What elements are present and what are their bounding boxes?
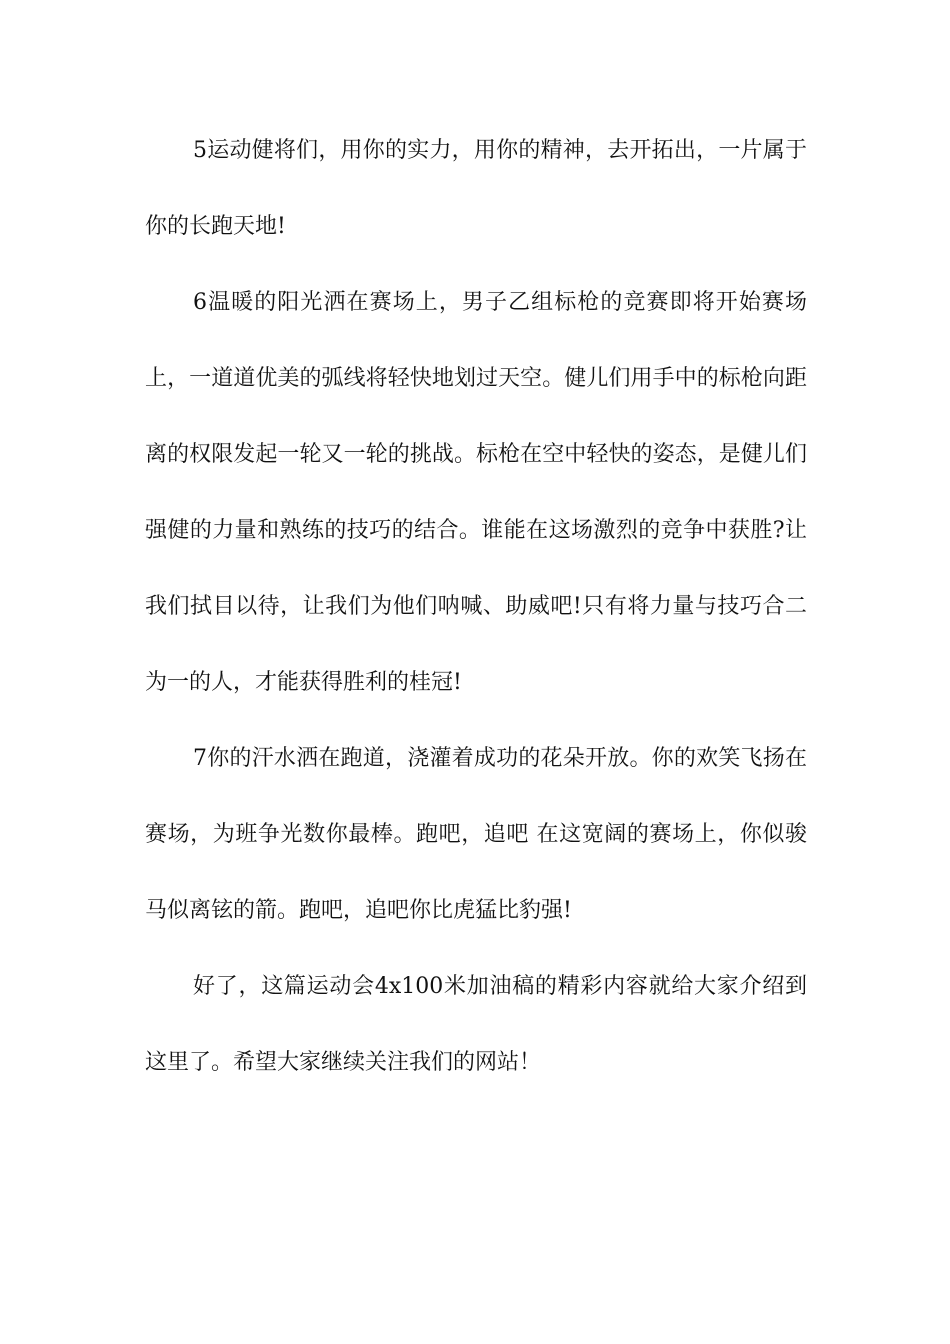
paragraph-closing: 好了，这篇运动会4x100米加油稿的精彩内容就给大家介绍到这里了。希望大家继续关注我们的网站！ xyxy=(145,974,807,1075)
paragraph-6: 6温暖的阳光洒在赛场上，男子乙组标枪的竞赛即将开始赛场上，一道道优美的弧线将轻快地划过天空。健儿们用手中的标枪向距离的权限发起一轮又一轮的挑战。标枪在空中轻快的姿态，是健儿们强健的力量和熟练的技巧的结合。谁能在这场激烈的竞争中获胜?让我们拭目以待，让我们为他们呐喊、助威吧!只有将力量与技巧合二为一的人，才能获得胜利的桂冠! xyxy=(145,290,807,695)
paragraph-7: 7你的汗水洒在跑道，浇灌着成功的花朵开放。你的欢笑飞扬在赛场，为班争光数你最棒。跑吧，追吧 在这宽阔的赛场上，你似骏马似离铉的箭。跑吧，追吧你比虎猛比豹强! xyxy=(145,746,807,923)
paragraph-5: 5运动健将们，用你的实力，用你的精神，去开拓出，一片属于你的长跑天地! xyxy=(145,138,807,239)
document-body xyxy=(145,113,807,1101)
